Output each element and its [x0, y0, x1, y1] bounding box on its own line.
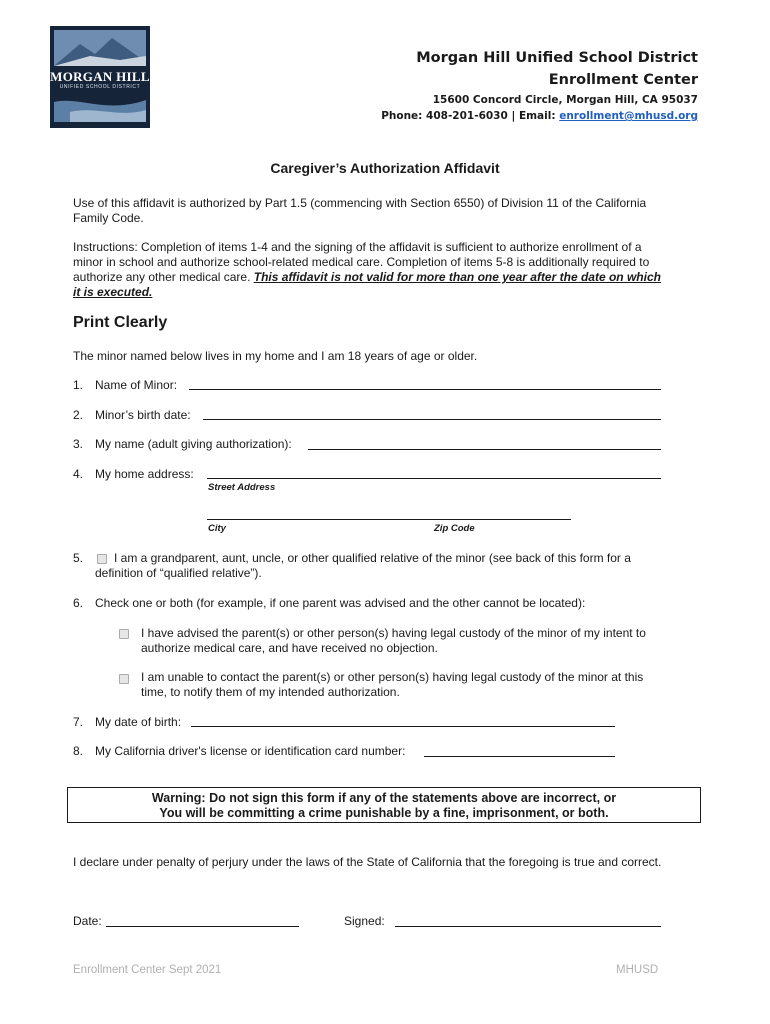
minor-name-label: Name of Minor: — [95, 378, 178, 392]
zip-code-caption: Zip Code — [434, 523, 475, 534]
validity-warning: it is executed. — [73, 285, 153, 299]
street-address-caption: Street Address — [208, 482, 276, 493]
authorization-line: Use of this affidavit is authorized by Part 1.5 (commencing with Section 6550) of Division 11 of the California — [73, 196, 647, 210]
advised-parent-checkbox[interactable] — [119, 629, 129, 639]
item-number: 2. — [73, 408, 84, 422]
relative-statement: I am a grandparent, aunt, uncle, or other qualified relative of the minor (see back of this form for a — [114, 551, 631, 565]
perjury-declaration: I declare under penalty of perjury under the laws of the State of California that the foregoing is true and correct. — [73, 855, 662, 869]
authorization-paragraph — [73, 196, 703, 226]
unable-to-contact-checkbox[interactable] — [119, 674, 129, 684]
validity-warning: This affidavit is not valid for more than one year after the date on which — [253, 270, 661, 284]
email-link[interactable]: enrollment@mhusd.org — [559, 110, 698, 122]
instructions-line: Instructions: Completion of items 1-4 and the signing of the affidavit is sufficient to authorize enrollment of a — [73, 240, 642, 254]
footer-revision: Enrollment Center Sept 2021 — [73, 964, 222, 976]
relative-checkbox[interactable] — [97, 554, 107, 564]
warning-line: You will be committing a crime punishable by a fine, imprisonment, or both. — [159, 806, 609, 820]
instructions-line — [73, 270, 703, 285]
signed-label: Signed: — [344, 914, 385, 928]
instructions-line: minor in school and authorize school-related medical care. Completion of items 5-8 is additionally required to — [73, 255, 650, 269]
caregiver-name-field[interactable] — [308, 449, 661, 450]
center-name: Enrollment Center — [548, 72, 698, 88]
logo-wordmark: MORGAN HILL — [50, 69, 150, 84]
relative-statement: definition of “qualified relative”). — [95, 566, 262, 580]
print-clearly-heading: Print Clearly — [73, 314, 168, 331]
advised-parent-statement: I have advised the parent(s) or other person(s) having legal custody of the minor of my intent to — [141, 626, 646, 640]
warning-line: Warning: Do not sign this form if any of the statements above are incorrect, or — [151, 791, 617, 805]
authorization-line: Family Code. — [73, 211, 144, 225]
instructions-line — [73, 285, 703, 300]
item-number: 4. — [73, 467, 84, 481]
caregiver-name-label: My name (adult giving authorization): — [95, 437, 292, 451]
minor-name-field[interactable] — [189, 389, 661, 390]
instructions-paragraph — [73, 240, 703, 300]
warning-box — [67, 787, 701, 823]
city-zip-field[interactable] — [207, 519, 571, 520]
instructions-text: authorize any other medical care. — [73, 270, 254, 284]
license-number-field[interactable] — [424, 756, 615, 757]
date-field[interactable] — [106, 926, 299, 927]
district-name: Morgan Hill Unified School District — [416, 50, 698, 66]
home-address-label: My home address: — [95, 467, 194, 481]
contact-line — [381, 110, 698, 122]
license-number-label: My California driver's license or identification card number: — [95, 744, 406, 758]
logo-subtitle: UNIFIED SCHOOL DISTRICT — [59, 84, 141, 90]
minor-birth-date-label: Minor’s birth date: — [95, 408, 191, 422]
item-number: 8. — [73, 744, 84, 758]
signature-field[interactable] — [395, 926, 661, 927]
item-number: 6. — [73, 596, 84, 610]
district-address: 15600 Concord Circle, Morgan Hill, CA 95037 — [432, 94, 698, 106]
intro-statement: The minor named below lives in my home and I am 18 years of age or older. — [73, 349, 478, 363]
item-number: 3. — [73, 437, 84, 451]
date-label: Date: — [73, 914, 102, 928]
minor-birth-date-field[interactable] — [203, 419, 661, 420]
unable-to-contact-statement: I am unable to contact the parent(s) or other person(s) having legal custody of the minor at this — [141, 670, 644, 684]
caregiver-birth-date-field[interactable] — [191, 726, 615, 727]
item-number: 5. — [73, 551, 84, 565]
contact-prefix: Phone: 408-201-6030 | Email: — [381, 110, 560, 122]
check-instruction: Check one or both (for example, if one parent was advised and the other cannot be located): — [95, 596, 586, 610]
advised-parent-statement: authorize medical care, and have received no objection. — [141, 641, 438, 655]
district-logo — [50, 26, 150, 128]
unable-to-contact-statement: time, to notify them of my intended authorization. — [141, 685, 400, 699]
street-address-field[interactable] — [207, 478, 661, 479]
footer-org: MHUSD — [616, 964, 659, 976]
caregiver-birth-date-label: My date of birth: — [95, 715, 182, 729]
item-number: 7. — [73, 715, 84, 729]
city-caption: City — [208, 523, 226, 534]
item-number: 1. — [73, 378, 84, 392]
form-title: Caregiver’s Authorization Affidavit — [270, 160, 500, 176]
